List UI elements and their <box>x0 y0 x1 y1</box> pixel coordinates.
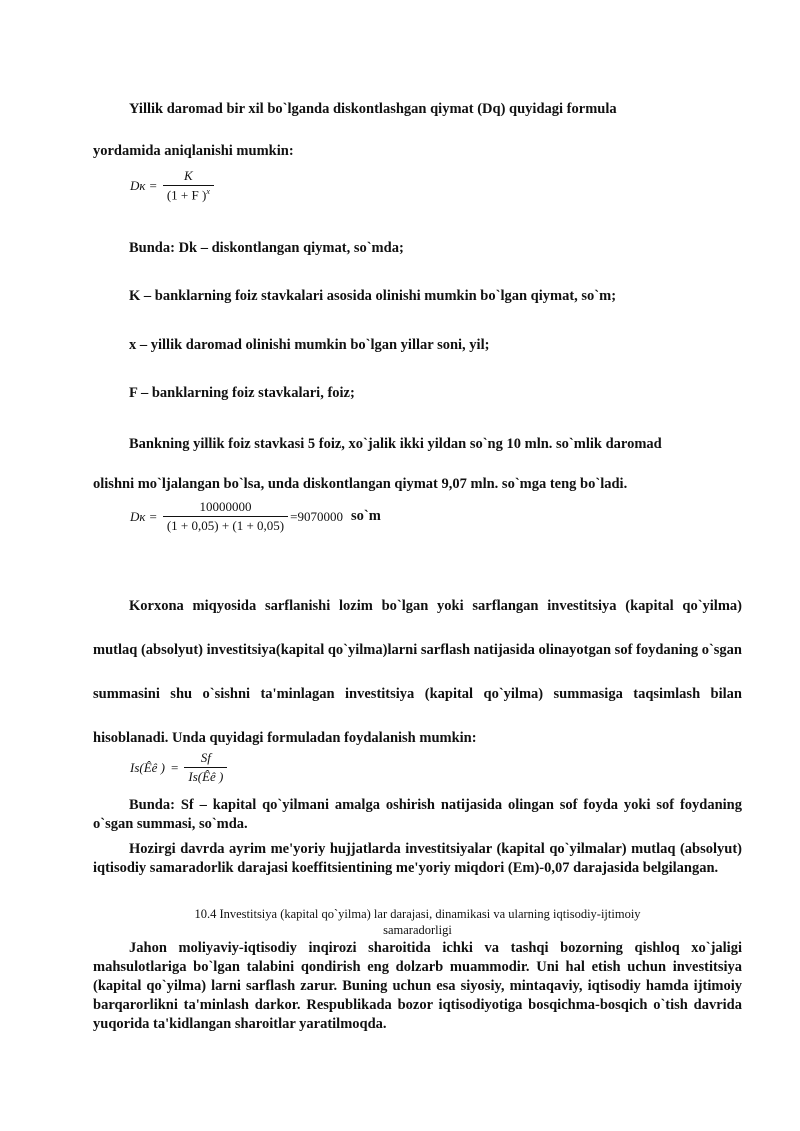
efficiency-formula-denominator: Is(Êê ) <box>184 767 227 785</box>
formula-denominator-base: (1 + F ) <box>166 187 207 203</box>
definition-f: F – banklarning foiz stavkalari, foiz; <box>129 385 355 401</box>
intro-paragraph-line1: Yillik daromad bir xil bo`lganda diskontlashgan qiymat (Dq) quyidagi formula <box>129 101 617 117</box>
example-formula-result: =9070000 <box>290 508 343 524</box>
example-formula-lhs: Dк <box>130 508 146 524</box>
example-formula <box>130 499 381 534</box>
formula-denominator <box>163 185 214 203</box>
example-formula-unit: so`m <box>350 508 381 524</box>
example-formula-numerator: 10000000 <box>199 499 252 514</box>
formula-numerator: K <box>184 168 193 183</box>
efficiency-formula <box>130 750 227 785</box>
normative-paragraph: Hozirgi davrda ayrim me'yoriy hujjatlarda investitsiyalar (kapital qo`yilmalar) mutlaq (absolyut) iqtisodiy samaradorlik darajasi koeffitsientining me'yoriy miqdori (Em)-0,07 darajasida belgilangan. <box>93 841 742 876</box>
formula-fraction <box>163 168 214 203</box>
efficiency-formula-fraction <box>184 750 227 785</box>
definition-x: x – yillik daromad olinishi mumkin bo`lgan yillar soni, yil; <box>129 337 490 353</box>
example-formula-denominator: (1 + 0,05) + (1 + 0,05) <box>163 516 288 534</box>
section-heading-line2: samaradorligi <box>383 923 452 937</box>
intro-paragraph-line2: yordamida aniqlanishi mumkin: <box>93 143 294 159</box>
discount-formula <box>130 168 214 203</box>
formula-exponent: x <box>206 187 210 196</box>
efficiency-paragraph: Korxona miqyosida sarflanishi lozim bo`lgan yoki sarflangan investitsiya (kapital qo`yilma) mutlaq (absolyut) investitsiya(kapital qo`yilma)larni sarflash natijasida olinayotgan sof foydaning o`sgan summasini shu o`sishni ta'minlagan investitsiya (kapital qo`yilma) summasiga taqsimlash bilan hisoblanadi. Unda quyidagi formuladan foydalanish mumkin: <box>93 598 742 746</box>
sf-definition-paragraph: Bunda: Sf – kapital qo`yilmani amalga oshirish natijasida olingan sof foyda yoki sof foydaning o`sgan summasi, so`mda. <box>93 797 742 832</box>
example-line2: olishni mo`ljalangan bo`lsa, unda diskontlangan qiymat 9,07 mln. so`mga teng bo`ladi. <box>93 476 628 492</box>
efficiency-formula-lhs: Is(Êê ) <box>130 759 166 775</box>
formula-equals: = <box>149 177 157 193</box>
example-line1: Bankning yillik foiz stavkasi 5 foiz, xo`jalik ikki yildan so`ng 10 mln. so`mlik daromad <box>129 436 662 452</box>
section-heading-line1: 10.4 Investitsiya (kapital qo`yilma) lar darajasi, dinamikasi va ularning iqtisodiy-ijtimoiy <box>194 907 641 921</box>
definition-dk: Bunda: Dk – diskontlangan qiymat, so`mda; <box>129 240 404 256</box>
formula-lhs: Dк <box>130 177 146 193</box>
example-formula-fraction <box>163 499 288 534</box>
example-formula-equals: = <box>149 508 157 524</box>
definition-k: K – banklarning foiz stavkalari asosida olinishi mumkin bo`lgan qiymat, so`m; <box>129 288 617 304</box>
crisis-paragraph: Jahon moliyaviy-iqtisodiy inqirozi sharoitida ichki va tashqi bozorning qishloq xo`jaligi mahsulotlariga bo`lgan talabini qondirish eng dolzarb muammodir. Uni hal etish uchun investitsiya (kapital qo`yilma) larni sarflash zarur. Buning uchun esa siyosiy, mintaqaviy, iqtisodiy hamda ijtimoiy barqarorlikni ta'minlash darkor. Respublikada bozor iqtisodiyotiga bosqichma-bosqich o`tish davrida yuqorida ta'kidlangan sharoitlar yaratilmoqda. <box>93 940 742 1032</box>
efficiency-formula-numerator: Sf <box>200 750 211 765</box>
efficiency-formula-equals: = <box>171 759 179 775</box>
